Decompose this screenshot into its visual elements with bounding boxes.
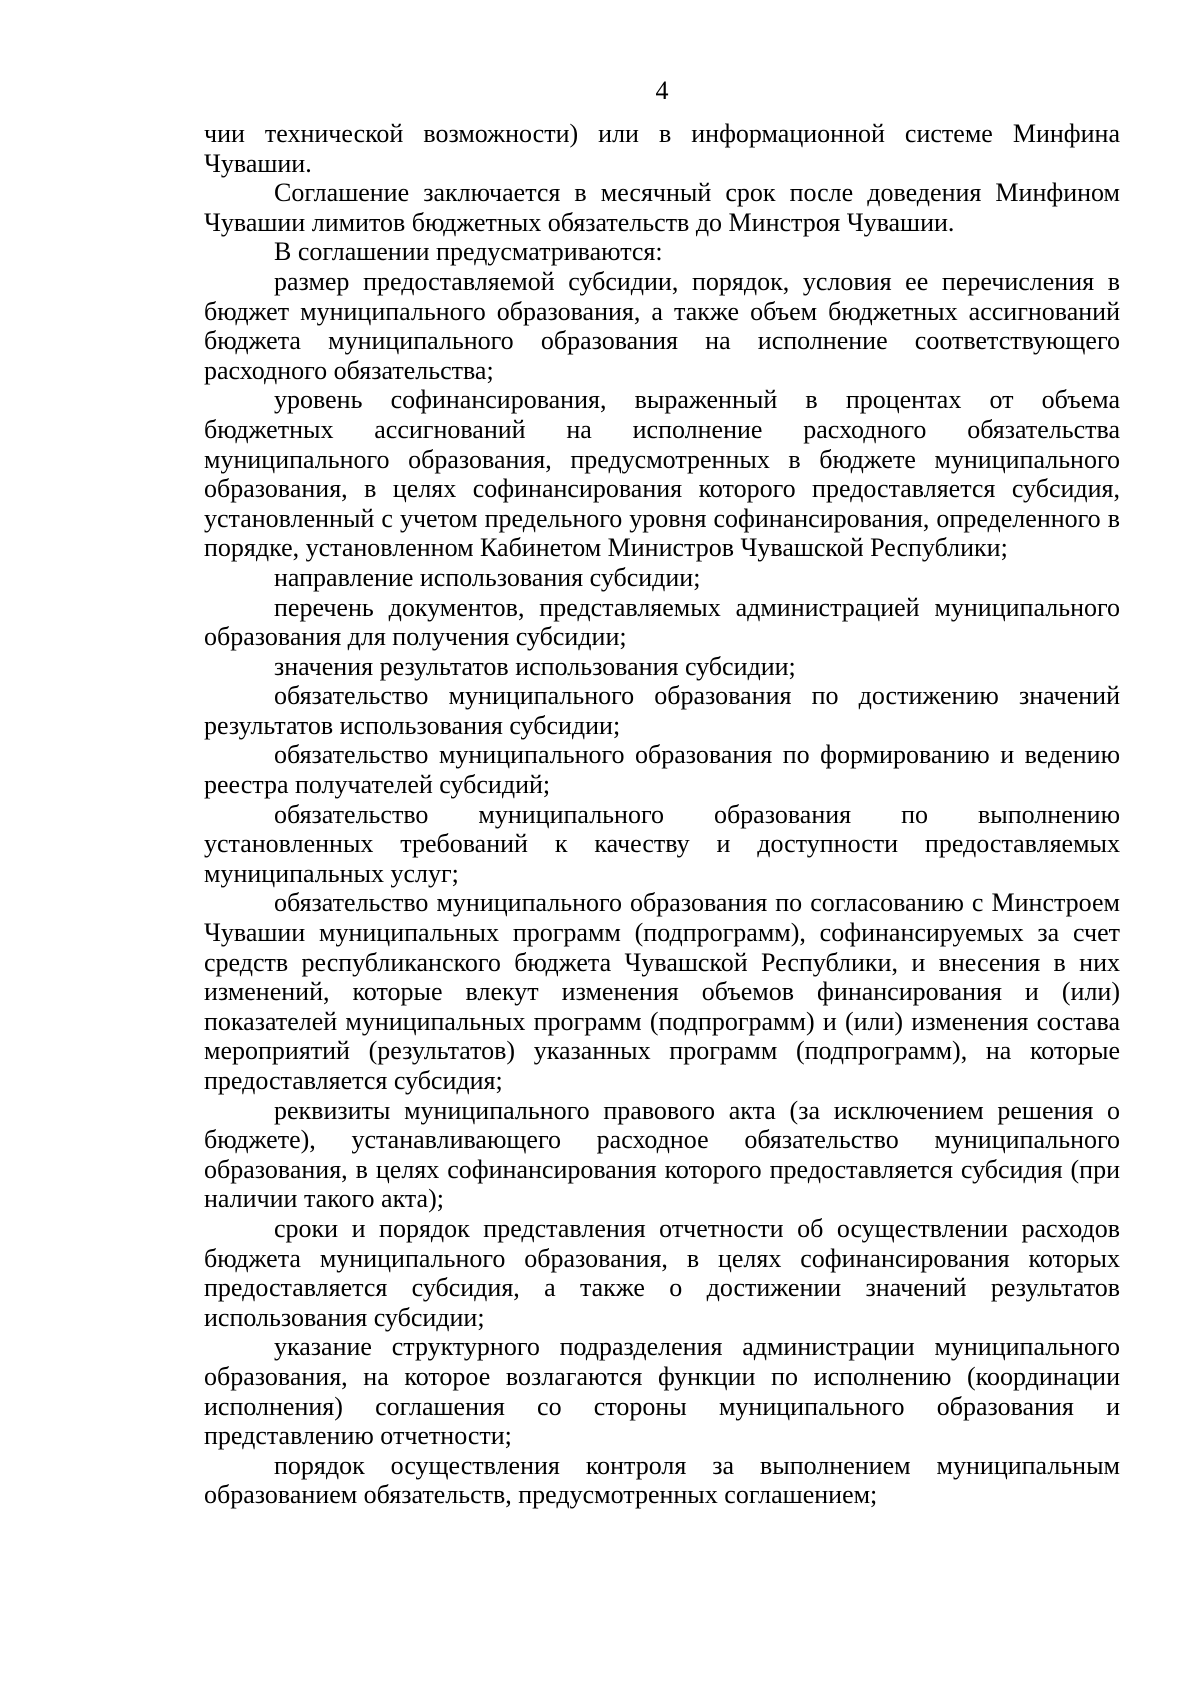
list-item-documents-list: перечень документов, представляемых администрацией муниципального образования для получения субсидии;	[204, 592, 1120, 652]
list-item-result-values: значения результатов использования субсидии;	[274, 651, 796, 681]
list-item-responsible-division: указание структурного подразделения администрации муниципального образования, на которое возлагаются функции по исполнению (координации исполнения) соглашения со стороны муниципального образования и представлению отчетности;	[204, 1332, 1120, 1451]
list-item-quality-obligation: обязательство муниципального образования по выполнению установленных требований к качеству и доступности предоставляемых муниципальных услуг;	[204, 799, 1120, 888]
page-number: 4	[655, 76, 669, 105]
list-item-subsidy-direction: направление использования субсидии;	[274, 562, 701, 592]
list-item-subsidy-amount: размер предоставляемой субсидии, порядок, условия ее перечисления в бюджет муниципального образования, а также объем бюджетных ассигнований бюджета муниципального образования на исполнение соответствующего расходного обязательства;	[204, 266, 1120, 385]
list-item-cofinancing-level: уровень софинансирования, выраженный в процентах от объема бюджетных ассигнований на исполнение расходного обязательства муниципального образования, предусмотренных в бюджете муниципального образования, в целях софинансирования которого предоставляется субсидия, установленный с учетом предельного уровня софинансирования, определенного в порядке, установленном Кабинетом Министров Чувашской Республики;	[204, 385, 1120, 563]
paragraph-continuation: чии технической возможности) или в информационной системе Минфина Чувашии.	[204, 119, 1120, 178]
list-item-reporting-terms: сроки и порядок представления отчетности об осуществлении расходов бюджета муниципального образования, в целях софинансирования которых предоставляется субсидия, а также о достижении значений результатов использования субсидии;	[204, 1213, 1120, 1332]
document-page	[204, 76, 1120, 1510]
list-item-programs-obligation: обязательство муниципального образования по согласованию с Минстроем Чувашии муниципальных программ (подпрограмм), софинансируемых за счет средств республиканского бюджета Чувашской Республики, и внесения в них изменений, которые влекут изменения объемов финансирования и (или) показателей муниципальных программ (подпрограмм) и (или) изменения состава мероприятий (результатов) указанных программ (подпрограмм), на которые предоставляется субсидия;	[204, 888, 1120, 1095]
list-item-legal-act-details: реквизиты муниципального правового акта (за исключением решения о бюджете), устанавливающего расходное обязательство муниципального образования, в целях софинансирования которого предоставляется субсидия (при наличии такого акта);	[204, 1095, 1120, 1214]
list-item-registry-obligation: обязательство муниципального образования по формированию и ведению реестра получателей субсидий;	[204, 740, 1120, 800]
list-item-control-procedure: порядок осуществления контроля за выполнением муниципальным образованием обязательств, предусмотренных соглашением;	[204, 1450, 1120, 1510]
list-item-results-obligation: обязательство муниципального образования по достижению значений результатов использования субсидии;	[204, 681, 1120, 740]
paragraph-agreement-term: Соглашение заключается в месячный срок после доведения Минфином Чувашии лимитов бюджетных обязательств до Минстроя Чувашии.	[204, 178, 1120, 237]
paragraph-agreement-provisions: В соглашении предусматриваются:	[274, 237, 663, 267]
